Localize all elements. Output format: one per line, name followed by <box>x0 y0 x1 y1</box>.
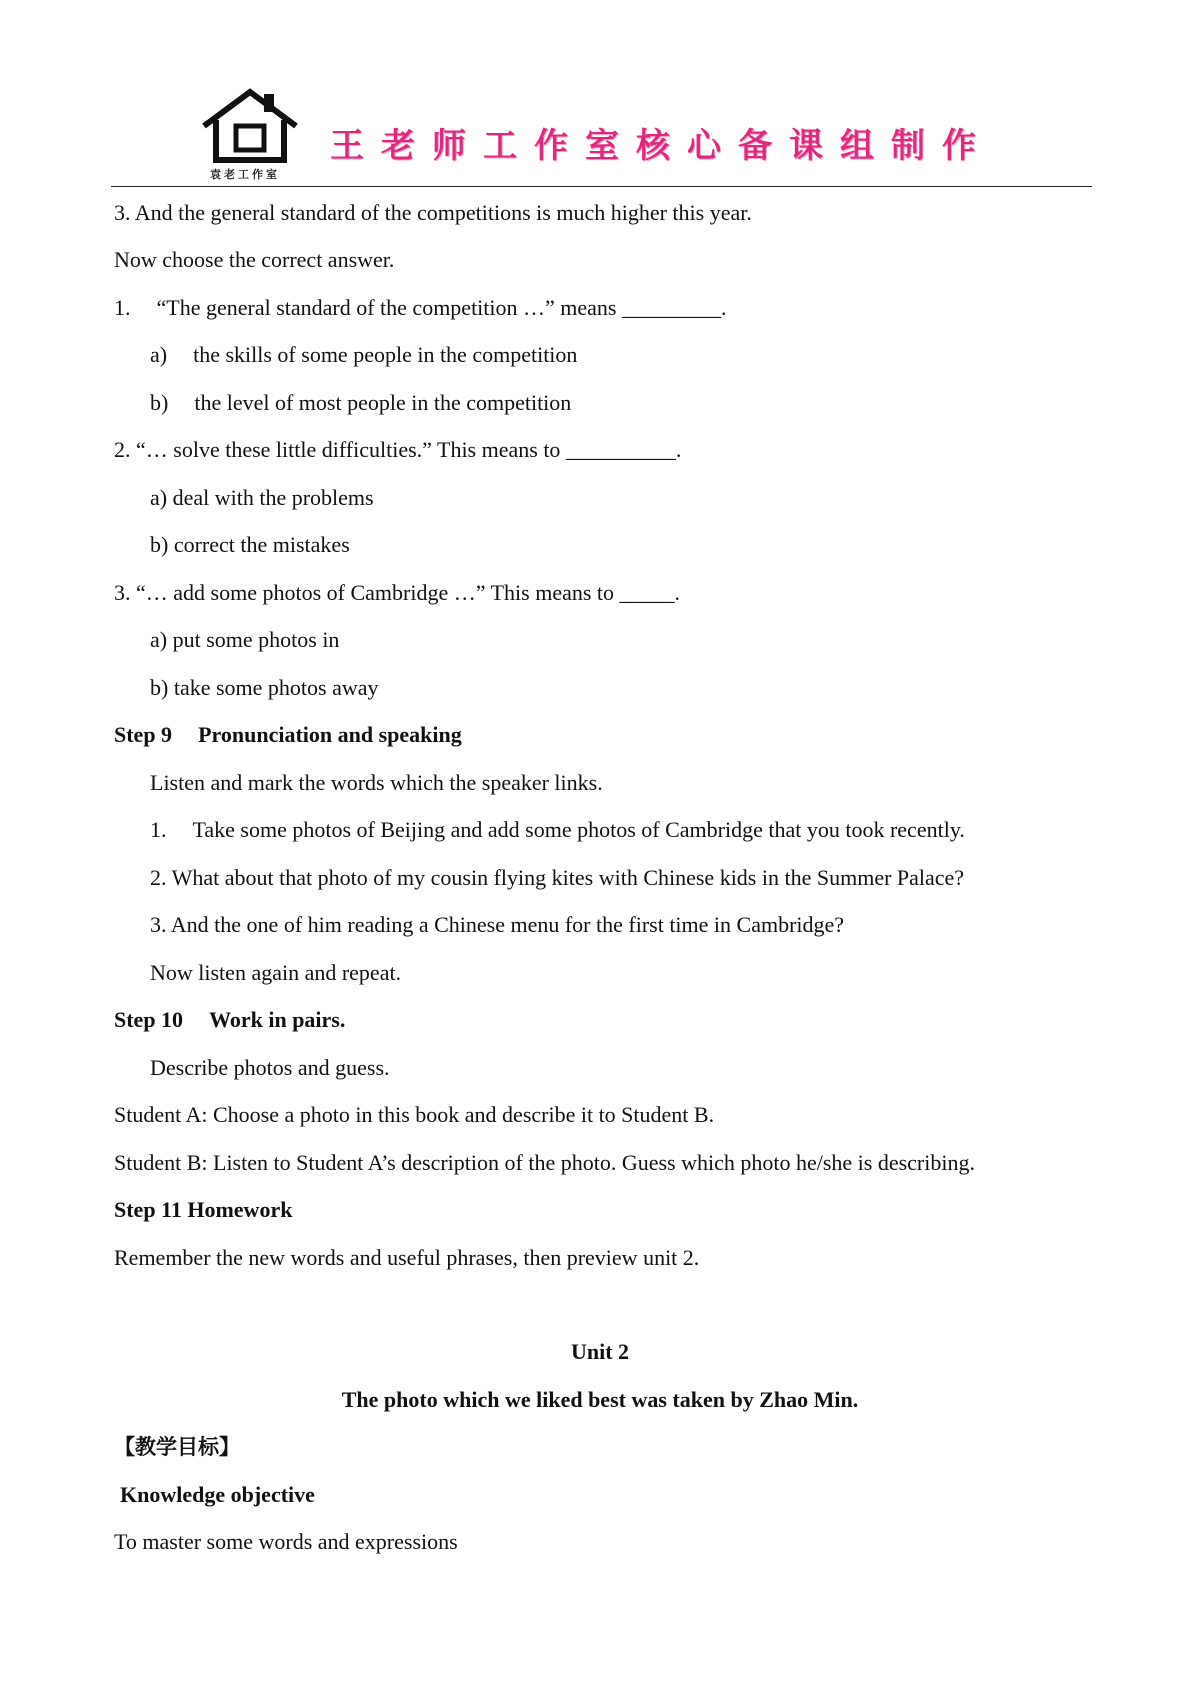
step-number: Step 10 <box>114 1007 184 1032</box>
unit-title: Unit 2 <box>570 1339 630 1364</box>
homework-text: Remember the new words and useful phrases, then preview unit 2. <box>114 1245 700 1270</box>
step-title: Pronunciation and speaking <box>198 722 462 747</box>
question-1-option-b <box>150 390 571 416</box>
page-header <box>200 86 1100 186</box>
step-10-intro: Describe photos and guess. <box>150 1055 390 1080</box>
sentence-text: Take some photos of Beijing and add some photos of Cambridge that you took recently. <box>192 817 965 842</box>
question-3-option-b: b) take some photos away <box>150 675 379 700</box>
question-3-option-a: a) put some photos in <box>150 627 340 652</box>
logo-caption: 袁老工作室 <box>210 168 280 181</box>
question-text: “The general standard of the competition …” means _________. <box>156 295 727 320</box>
question-3: 3. “… add some photos of Cambridge …” This means to _____. <box>114 580 681 605</box>
step-10-heading <box>114 1007 345 1033</box>
knowledge-objective-heading: Knowledge objective <box>120 1482 315 1507</box>
step-9-heading <box>114 722 462 748</box>
teaching-objectives-heading: 【教学目标】 <box>114 1435 240 1459</box>
option-label: b) <box>150 390 169 415</box>
question-2-option-a: a) deal with the problems <box>150 485 374 510</box>
unit-subtitle: The photo which we liked best was taken by Zhao Min. <box>341 1387 859 1412</box>
question-1 <box>114 295 727 321</box>
step-9-intro: Listen and mark the words which the speaker links. <box>150 770 603 795</box>
student-a-instruction: Student A: Choose a photo in this book and describe it to Student B. <box>114 1102 715 1127</box>
step-9-closing: Now listen again and repeat. <box>150 960 402 985</box>
header-title: 王老师工作室核心备课组制作 <box>330 126 993 166</box>
question-number: 1. <box>114 295 131 320</box>
step-11-heading: Step 11 Homework <box>114 1197 293 1222</box>
step-9-sentence-3: 3. And the one of him reading a Chinese menu for the first time in Cambridge? <box>150 912 845 937</box>
step-number: Step 9 <box>114 722 173 747</box>
sentence-3: 3. And the general standard of the competitions is much higher this year. <box>114 200 752 225</box>
step-title: Work in pairs. <box>209 1007 346 1032</box>
option-text: the level of most people in the competition <box>194 390 572 415</box>
question-2: 2. “… solve these little difficulties.” This means to __________. <box>114 437 682 462</box>
step-9-sentence-2: 2. What about that photo of my cousin flying kites with Chinese kids in the Summer Palace? <box>150 865 965 890</box>
sentence-number: 1. <box>150 817 167 842</box>
step-9-sentence-1 <box>150 817 965 843</box>
question-2-option-b: b) correct the mistakes <box>150 532 350 557</box>
header-divider <box>111 186 1092 187</box>
option-label: a) <box>150 342 168 367</box>
question-1-option-a <box>150 342 577 368</box>
instruction-choose: Now choose the correct answer. <box>114 247 395 272</box>
student-b-instruction: Student B: Listen to Student A’s description of the photo. Guess which photo he/she is describing. <box>114 1150 975 1175</box>
knowledge-objective-text: To master some words and expressions <box>114 1529 458 1554</box>
option-text: the skills of some people in the competition <box>193 342 578 367</box>
